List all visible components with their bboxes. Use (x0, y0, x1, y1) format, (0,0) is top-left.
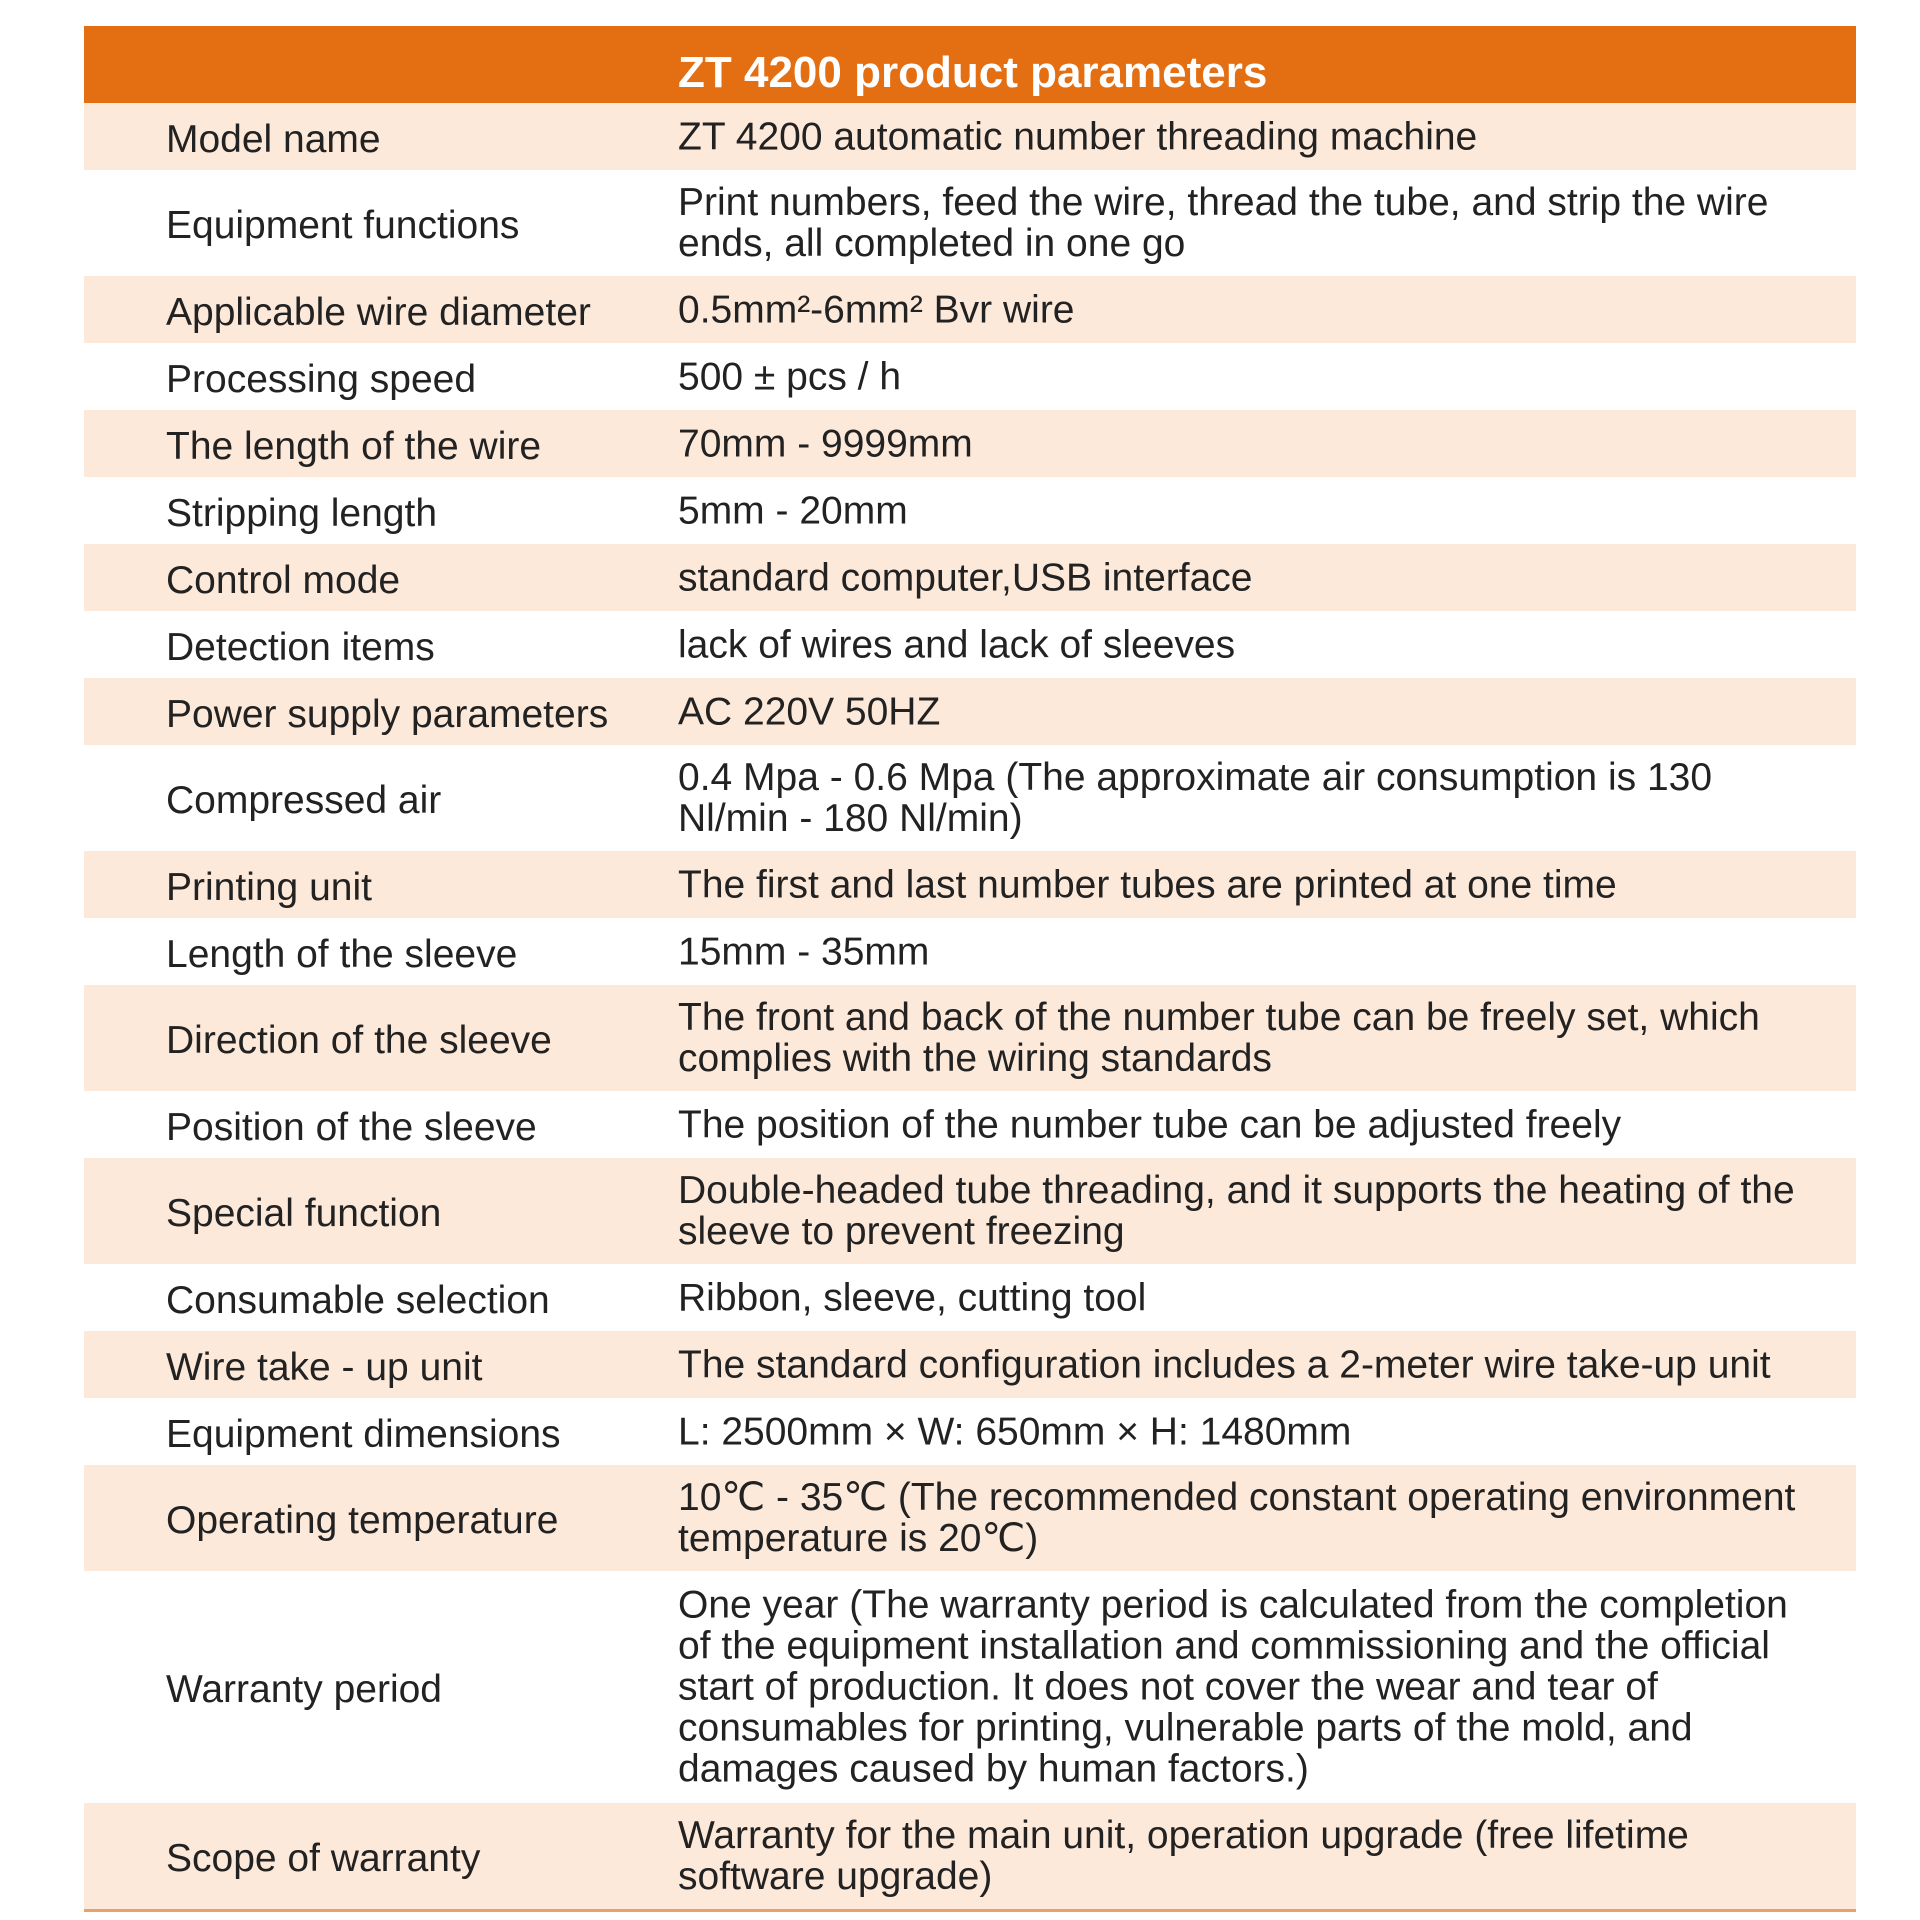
table-row (84, 1091, 1856, 1158)
parameter-value: Double-headed tube threading, and it supports the heating of the sleeve to prevent freezing (678, 1169, 1795, 1253)
table-row (84, 1465, 1856, 1571)
parameter-label: Stripping length (166, 491, 438, 535)
parameter-value: The position of the number tube can be adjusted freely (678, 1103, 1622, 1146)
table-row (84, 276, 1856, 343)
parameter-value: The front and back of the number tube can be freely set, which complies with the wiring standards (678, 996, 1760, 1080)
table-row (84, 1571, 1856, 1803)
table-title: ZT 4200 product parameters (678, 48, 1268, 97)
parameter-label: Power supply parameters (166, 692, 609, 736)
parameter-label: Compressed air (166, 778, 442, 822)
parameter-value: 500 ± pcs / h (678, 355, 902, 398)
parameter-value: Warranty for the main unit, operation upgrade (free lifetime software upgrade) (678, 1814, 1689, 1898)
parameter-label: Printing unit (166, 865, 372, 909)
table-row (84, 410, 1856, 477)
table-row (84, 343, 1856, 410)
parameter-label: Wire take - up unit (166, 1345, 483, 1389)
table-row (84, 851, 1856, 918)
parameter-value: 0.5mm²-6mm² Bvr wire (678, 288, 1075, 331)
parameter-label: Control mode (166, 558, 401, 602)
table-row (84, 611, 1856, 678)
parameters-table (84, 26, 1856, 1912)
parameter-label: Length of the sleeve (166, 932, 518, 976)
parameter-value: The standard configuration includes a 2-meter wire take-up unit (678, 1343, 1771, 1386)
parameter-value: L: 2500mm × W: 650mm × H: 1480mm (678, 1410, 1352, 1453)
table-row (84, 170, 1856, 276)
table-row (84, 1158, 1856, 1264)
table-row (84, 678, 1856, 745)
table-bottom-rule (84, 1909, 1856, 1912)
table-row (84, 1264, 1856, 1331)
parameter-label: Operating temperature (166, 1498, 559, 1542)
parameter-value: 5mm - 20mm (678, 489, 908, 532)
parameter-value: 10℃ - 35℃ (The recommended constant operating environment temperature is 20℃) (678, 1476, 1796, 1560)
parameter-label: Special function (166, 1191, 442, 1235)
parameter-label: The length of the wire (166, 424, 542, 468)
parameter-label: Warranty period (166, 1667, 442, 1711)
parameter-label: Equipment functions (166, 203, 520, 247)
table-row (84, 103, 1856, 170)
table-row (84, 1803, 1856, 1909)
parameter-label: Direction of the sleeve (166, 1018, 552, 1062)
parameter-label: Applicable wire diameter (166, 290, 591, 334)
parameter-label: Model name (166, 117, 381, 161)
table-header (84, 26, 1856, 103)
parameter-label: Consumable selection (166, 1278, 550, 1322)
table-row (84, 745, 1856, 851)
table-row (84, 1331, 1856, 1398)
table-row (84, 918, 1856, 985)
table-row (84, 1398, 1856, 1465)
parameter-value: 0.4 Mpa - 0.6 Mpa (The approximate air consumption is 130 Nl/min - 180 Nl/min) (678, 756, 1713, 840)
parameter-value: 15mm - 35mm (678, 930, 930, 973)
parameter-value: standard computer,USB interface (678, 556, 1253, 599)
parameter-value: AC 220V 50HZ (678, 690, 941, 733)
parameter-label: Scope of warranty (166, 1836, 481, 1880)
parameter-label: Position of the sleeve (166, 1105, 537, 1149)
parameter-value: Print numbers, feed the wire, thread the tube, and strip the wire ends, all completed in one go (678, 181, 1769, 265)
table-row (84, 985, 1856, 1091)
parameter-label: Processing speed (166, 357, 477, 401)
parameter-value: ZT 4200 automatic number threading machine (678, 115, 1478, 158)
parameter-value: lack of wires and lack of sleeves (678, 623, 1236, 666)
parameter-value: The first and last number tubes are printed at one time (678, 863, 1617, 906)
table-row (84, 477, 1856, 544)
table-row (84, 544, 1856, 611)
table-body (84, 103, 1856, 1909)
parameter-value: Ribbon, sleeve, cutting tool (678, 1276, 1147, 1319)
parameter-label: Detection items (166, 625, 435, 669)
parameter-label: Equipment dimensions (166, 1412, 561, 1456)
parameter-value: 70mm - 9999mm (678, 422, 973, 465)
parameter-value: One year (The warranty period is calculated from the completion of the equipment installation and commissioning and the official start of production. It does not cover the wear and tear of consumables for printing, vulnerable parts of the mold, and damages caused by human factors.) (678, 1583, 1788, 1791)
